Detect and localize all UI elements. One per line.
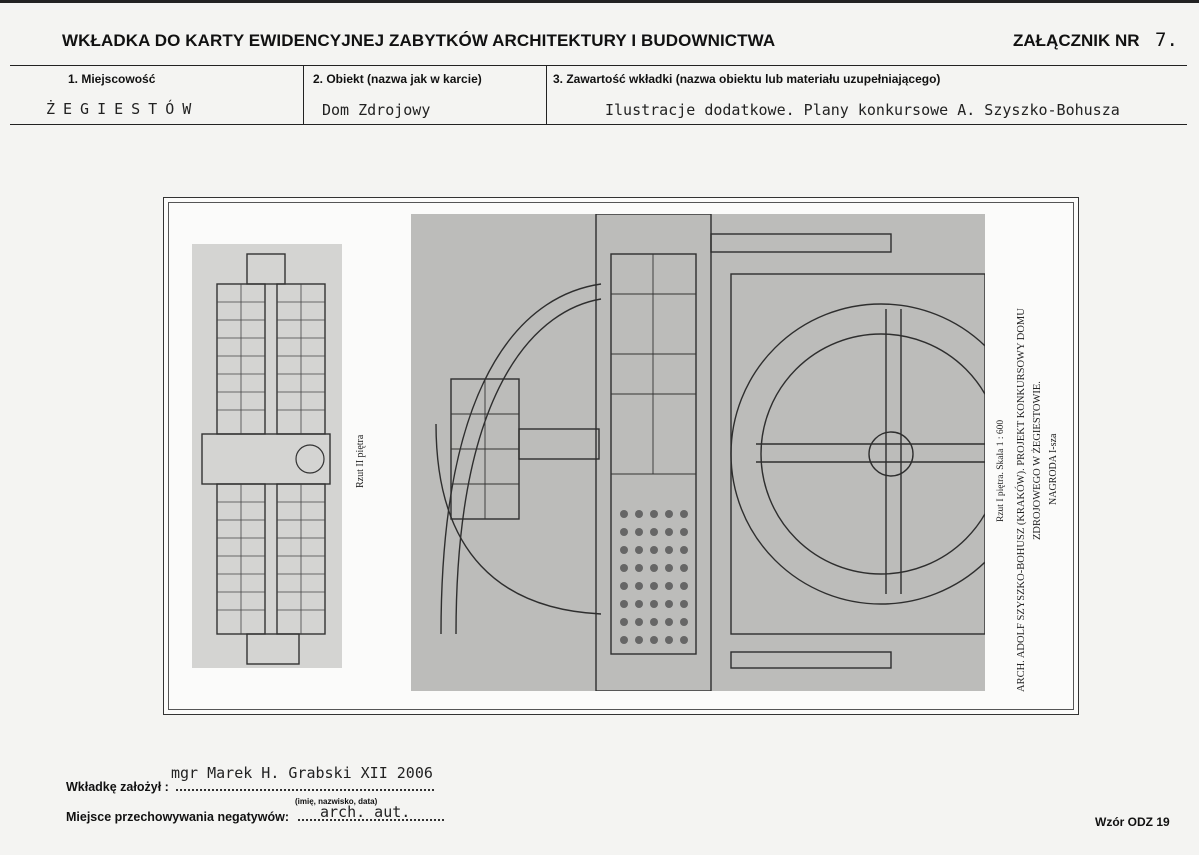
created-by-label: Wkładkę założył : (66, 780, 169, 794)
first-floor-plan-drawing (411, 214, 985, 691)
created-by-dotted-line (176, 789, 434, 791)
object-value: Dom Zdrojowy (322, 101, 431, 119)
created-by-hint: (imię, nazwisko, data) (295, 797, 378, 806)
contents-value: Ilustracje dodatkowe. Plany konkursowe A. Szyszko-Bohusza (605, 101, 1120, 119)
credit-line-3: NAGRODA I-sza (1048, 433, 1059, 505)
form-model-number: Wzór ODZ 19 (1095, 815, 1170, 829)
header-rule-bottom (10, 124, 1187, 125)
column-label-contents: 3. Zawartość wkładki (nazwa obiektu lub materiału uzupełniającego) (553, 72, 941, 86)
second-floor-plan-drawing (192, 244, 342, 668)
first-floor-plan-image (411, 214, 985, 691)
second-floor-plan-image (192, 244, 342, 668)
top-border (0, 0, 1199, 3)
created-by-value: mgr Marek H. Grabski XII 2006 (171, 764, 433, 782)
negatives-label: Miejsce przechowywania negatywów: (66, 810, 289, 824)
locality-value: ŻEGIESTÓW (46, 100, 200, 118)
annex-number: 7. (1155, 29, 1178, 51)
column-divider-2 (546, 65, 547, 125)
credit-line-1: ARCH. ADOLF SZYSZKO-BOHUSZ (KRAKÓW). PROJEKT KONKURSOWY DOMU (1016, 308, 1027, 692)
form-title: WKŁADKA DO KARTY EWIDENCYJNEJ ZABYTKÓW ARCHITEKTURY I BUDOWNICTWA (62, 31, 776, 50)
column-label-locality: 1. Miejscowość (68, 72, 156, 86)
column-divider-1 (303, 65, 304, 125)
second-floor-caption: Rzut II piętra (355, 434, 366, 488)
first-floor-caption: Rzut I piętra. Skala 1 : 600 (996, 419, 1006, 522)
column-label-object: 2. Obiekt (nazwa jak w karcie) (313, 72, 482, 86)
annex-label: ZAŁĄCZNIK NR (1013, 31, 1140, 50)
negatives-value: arch. aut. (320, 803, 411, 821)
header-rule-top (10, 65, 1187, 66)
credit-line-2: ZDROJOWEGO W ŻEGIESTOWIE. (1032, 381, 1043, 540)
